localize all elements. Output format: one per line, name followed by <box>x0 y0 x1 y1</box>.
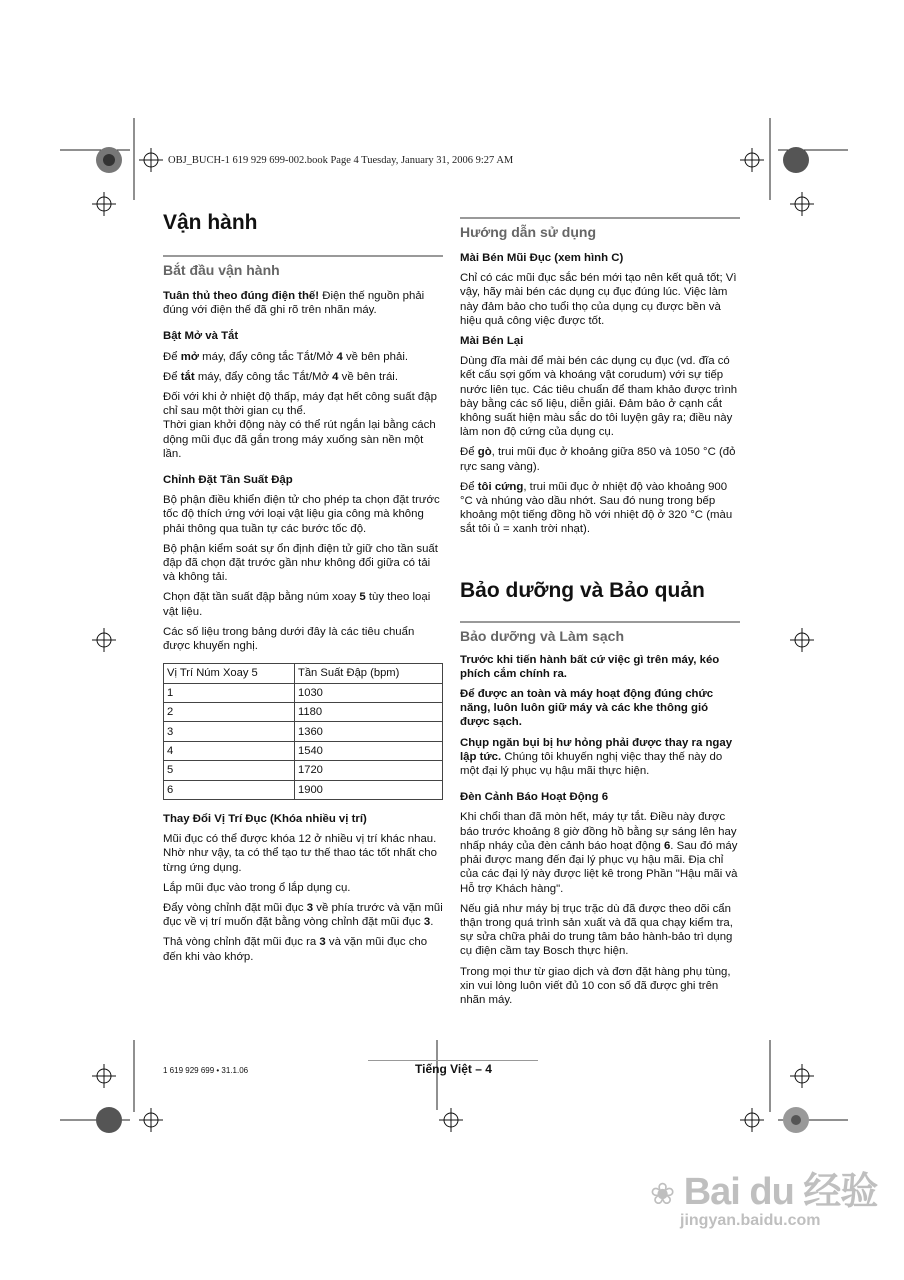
voltage-note: Tuân thủ theo đúng điện thế! Điện thế nguồn phải đúng với điện thế đã ghi rõ trên nhãn máy. <box>163 290 425 317</box>
frequency-text-2: Bộ phận kiểm soát sự ổn định điện tử giữ cho tần suất đập đã chọn đặt trước gần như không đổi giữa có tải và không tải. <box>163 542 438 584</box>
color-wheel-bottom-right <box>783 1107 809 1133</box>
chisel-text-3: Đẩy vòng chỉnh đặt mũi đục 3 về phía trước và vặn mũi đục về vị trí muốn đặt bằng vòng chỉnh đặt mũi đục 3. <box>163 902 443 929</box>
table-cell: 4 <box>164 741 295 760</box>
table-cell: 1 <box>164 683 295 702</box>
color-wheel-bottom-left <box>96 1107 122 1133</box>
right-column <box>460 217 740 1013</box>
onoff-heading: Bật Mở và Tắt <box>163 330 239 343</box>
impact-rate-table <box>163 663 443 800</box>
switch-on-text: Để mở máy, đẩy công tắc Tắt/Mở 4 về bên phải. <box>163 350 409 363</box>
harden-text: Để tôi cứng, trui mũi đục ở nhiệt độ vào khoảng 900 °C và nhúng vào dầu nhớt. Sau đó nung trong bếp khoảng một tiếng đồng hồ với nhiệt độ ở 320 °C (màu sắt tôi ủ = xanh trời nhạt). <box>460 480 733 536</box>
resharpen-heading: Mài Bén Lại <box>460 335 524 348</box>
resharpen-text: Dùng đĩa mài để mài bén các dụng cụ đục (vd. đĩa có kết cấu sợi gốm và khoáng vật corudum) với sự tiếp nước liên tục. Các tiêu chuẩn để tham khảo được trình bày bằng các số liệu, diễn giải. Đảm bảo ở cạnh cắt không suất hiện màu sắc do tôi luyện gây ra; điều này làm non độ cứng của dụng cụ. <box>460 355 738 439</box>
section-heading-usage: Hướng dẫn sử dụng <box>460 217 740 243</box>
footer-doc-code: 1 619 929 699 • 31.1.06 <box>163 1066 249 1075</box>
service-indicator-text-1: Khi chổi than đã mòn hết, máy tự tắt. Điều này được báo trước khoảng 8 giờ đồng hồ bằng sự sáng lên hay nhấp nháy của đèn cảnh báo hoạt động 6. Sau đó máy phải được mang đến đại lý phục vụ hậu mãi. Địa chỉ của các đại lý này được liệt kê trong Phần "Hậu mãi và Hỗ trợ Khách hàng". <box>460 811 738 895</box>
chisel-position-heading: Thay Đổi Vị Trí Đục (Khóa nhiều vị trí) <box>163 813 367 825</box>
frequency-heading: Chỉnh Đặt Tần Suất Đập <box>163 474 293 487</box>
crosshair-left-bottom <box>92 1064 116 1088</box>
maintenance-warning-3: Chụp ngăn bụi bị hư hỏng phải được thay ra ngay lập tức. Chúng tôi khuyến nghị việc thay thế này do một đại lý phục vụ hậu mãi thực hiện. <box>460 736 733 778</box>
section-heading-start: Bắt đầu vận hành <box>163 255 443 281</box>
crosshair-left-top <box>92 192 116 216</box>
footer-rule <box>368 1060 538 1061</box>
table-cell: 5 <box>164 761 295 780</box>
section-heading-cleaning: Bảo dưỡng và Làm sạch <box>460 621 740 647</box>
footer-page-label: Tiếng Việt – 4 <box>415 1062 492 1076</box>
service-indicator-text-3: Trong mọi thư từ giao dịch và đơn đặt hàng phụ tùng, xin vui lòng luôn viết đủ 10 con số đã được ghi trên nhãn máy. <box>460 965 731 1006</box>
table-header-row <box>164 664 443 683</box>
table-row <box>164 703 443 722</box>
cold-start-text: Đối với khi ở nhiệt độ thấp, máy đạt hết công suất đập chỉ sau một thời gian cụ thể. <box>163 391 437 418</box>
crosshair-left-mid <box>92 628 116 652</box>
page-title-operation: Vận hành <box>163 211 258 234</box>
table-row <box>164 761 443 780</box>
table-cell: 1540 <box>295 741 443 760</box>
crosshair-bottom-left <box>139 1108 163 1132</box>
table-cell: 1030 <box>295 683 443 702</box>
sharpen-text: Chỉ có các mũi đục sắc bén mới tạo nên kết quả tốt; Vì vậy, hãy mài bén các dụng cụ đục đúng lúc. Việc làm này đảm bảo cho tuổi thọ của dụng cụ được bền và hiệu quả công việc được tốt. <box>460 272 737 327</box>
table-cell: 6 <box>164 780 295 799</box>
maintenance-warning-1: Trước khi tiến hành bất cứ việc gì trên máy, kéo phích cắm chính ra. <box>460 653 720 680</box>
frequency-text-3: Chọn đặt tần suất đập bằng núm xoay 5 tùy theo loại vật liệu. <box>163 591 431 618</box>
crosshair-top-right <box>740 148 764 172</box>
table-row <box>164 722 443 741</box>
crosshair-right-top <box>790 192 814 216</box>
file-info-line: OBJ_BUCH-1 619 929 699-002.book Page 4 Tuesday, January 31, 2006 9:27 AM <box>168 155 514 166</box>
color-wheel-top-left <box>96 147 122 173</box>
table-cell: 1180 <box>295 703 443 722</box>
paw-icon: ❀ <box>650 1178 675 1211</box>
table-cell: 2 <box>164 703 295 722</box>
chisel-text-1: Mũi đục có thể được khóa 12 ở nhiều vị trí khác nhau. Nhờ như vậy, ta có thể tạo tư thế thao tác tốt nhất cho từng ứng dụng. <box>163 833 437 874</box>
crosshair-right-mid <box>790 628 814 652</box>
table-header-cell: Tần Suất Đập (bpm) <box>295 664 443 683</box>
table-cell: 1900 <box>295 780 443 799</box>
crosshair-top-left <box>139 148 163 172</box>
service-indicator-text-2: Nếu giả như máy bị trục trặc dù đã được theo dõi cẩn thận trong quá trình sản xuất và đã qua chạy kiểm tra, sự sửa chữa phải do trung tâm bảo hành-bảo trì dụng cụ điện cầm tay Bosch thực hiện. <box>460 902 733 958</box>
table-cell: 3 <box>164 722 295 741</box>
sharpen-heading: Mài Bén Mũi Đục (xem hình C) <box>460 252 624 264</box>
frequency-text-4: Các số liệu trong bảng dưới đây là các tiêu chuẩn được khuyến nghị. <box>163 625 415 653</box>
table-cell: 1360 <box>295 722 443 741</box>
switch-off-text: Để tắt máy, đẩy công tắc Tắt/Mở 4 về bên trái. <box>163 370 398 383</box>
table-cell: 1720 <box>295 761 443 780</box>
left-column <box>163 211 443 970</box>
crosshair-bottom-right <box>740 1108 764 1132</box>
color-wheel-top-right <box>783 147 809 173</box>
service-indicator-heading: Đèn Cảnh Báo Hoạt Động 6 <box>460 791 609 804</box>
maintenance-warning-2: Để được an toàn và máy hoạt động đúng chức năng, luôn luôn giữ máy và các khe thông gió được sạch. <box>460 688 714 729</box>
frequency-text-1: Bộ phận điều khiển điện tử cho phép ta chọn đặt trước tốc độ thích ứng với loại vật liệu gia công mà không phải thông qua tuần tự các bước tốc độ. <box>163 494 440 535</box>
crosshair-bottom-center <box>439 1108 463 1132</box>
table-row <box>164 683 443 702</box>
crosshair-right-bottom <box>790 1064 814 1088</box>
watermark-logo: ❀ Bai du 经验 <box>650 1171 878 1213</box>
chisel-text-2: Lắp mũi đục vào trong ổ lắp dụng cụ. <box>163 881 351 894</box>
warmup-text: Thời gian khởi động này có thể rút ngắn lại bằng cách dộng mũi đục đã gắn trong máy xuống sàn nền một lần. <box>163 419 436 460</box>
table-row <box>164 780 443 799</box>
chisel-text-4: Thả vòng chỉnh đặt mũi đục ra 3 và vặn mũi đục cho đến khi vào khớp. <box>163 936 428 963</box>
table-header-cell: Vị Trí Núm Xoay 5 <box>164 664 295 683</box>
watermark-url: jingyan.baidu.com <box>680 1212 821 1229</box>
page-title-maintenance: Bảo dưỡng và Bảo quản <box>460 578 705 602</box>
table-row <box>164 741 443 760</box>
forge-text: Để gò, trui mũi đục ở khoảng giữa 850 và 1050 °C (đỏ rực sang vàng). <box>460 446 736 473</box>
